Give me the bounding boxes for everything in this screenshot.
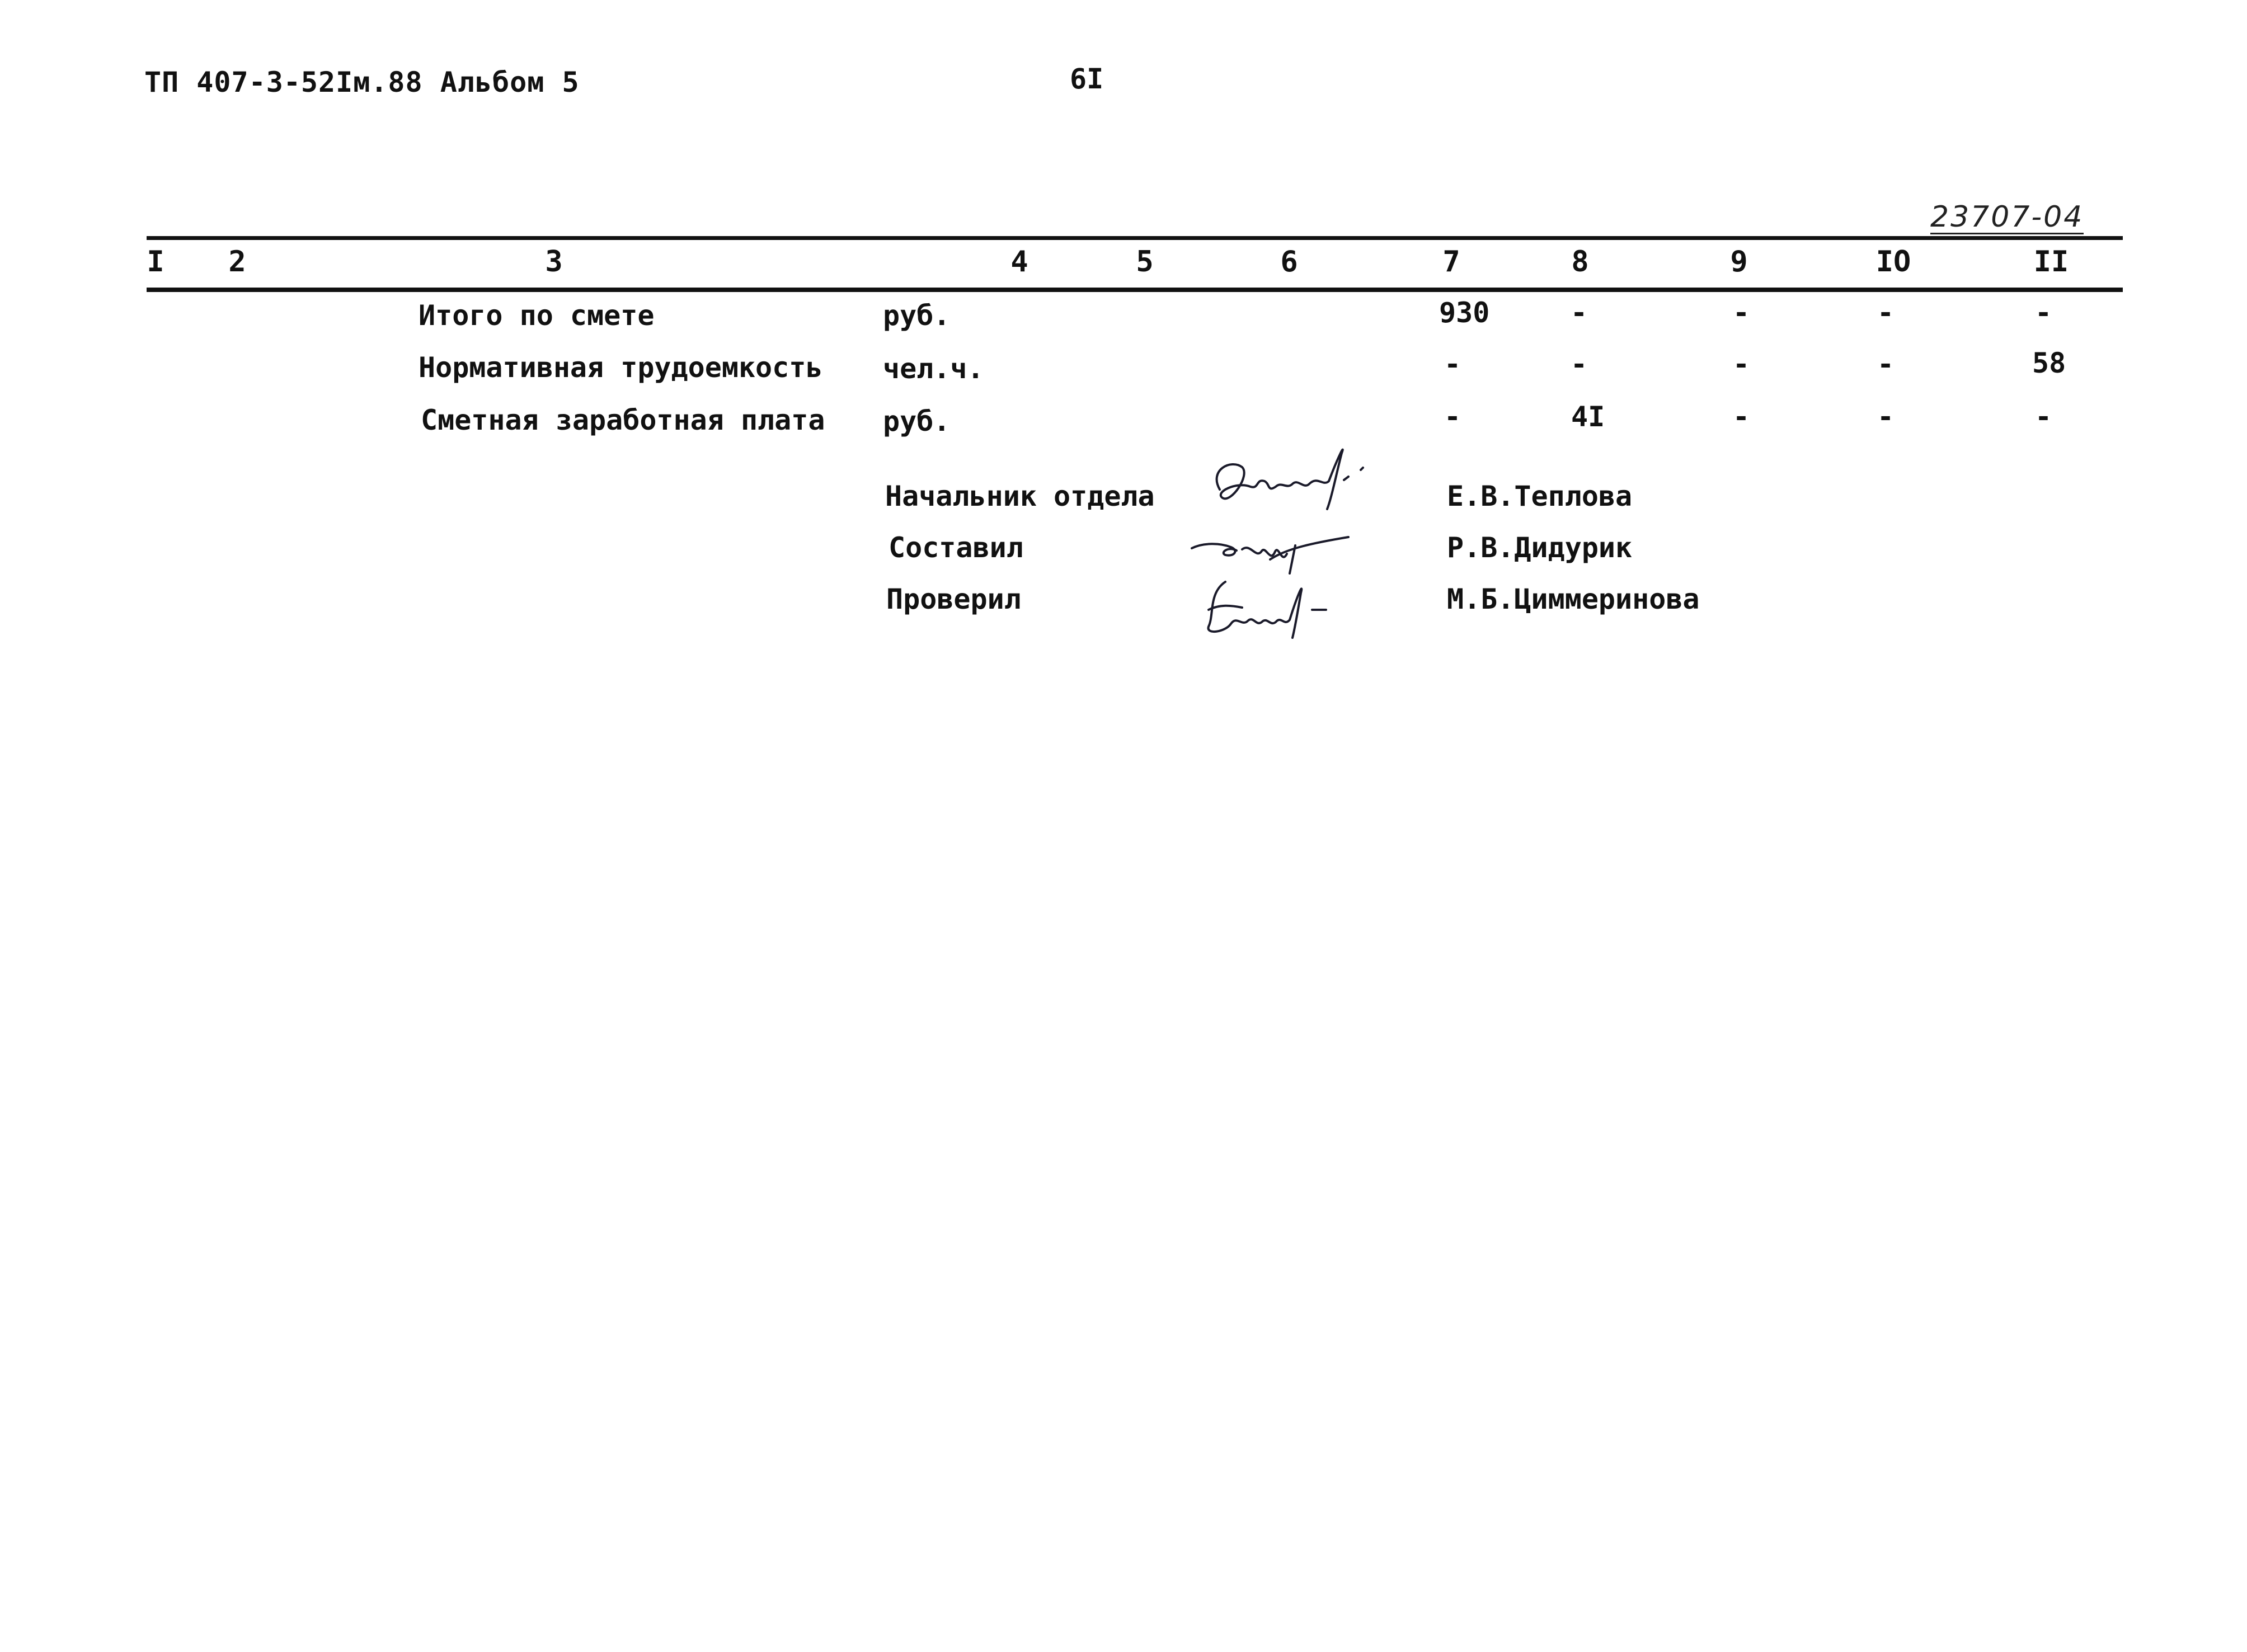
signature-scribble-head xyxy=(1197,436,1382,526)
col-number-1: I xyxy=(147,245,164,279)
row-total-unit: руб. xyxy=(883,299,951,332)
row-wages-c7: - xyxy=(1444,401,1461,433)
signature-role-head: Начальник отдела xyxy=(885,480,1155,512)
signature-role-checker: Проверил xyxy=(886,583,1021,615)
row-wages-c8: 4I xyxy=(1571,401,1605,433)
row-total-c8: - xyxy=(1570,296,1588,329)
page-number: 6I xyxy=(1070,63,1104,95)
row-labor-c10: - xyxy=(1877,348,1895,380)
table-header-rule xyxy=(147,288,2123,292)
signature-name-head: Е.В.Теплова xyxy=(1447,480,1633,512)
col-number-7: 7 xyxy=(1442,245,1460,279)
col-number-5: 5 xyxy=(1136,245,1154,279)
col-number-3: 3 xyxy=(545,245,563,279)
row-wages-c9: - xyxy=(1732,401,1750,433)
col-number-9: 9 xyxy=(1730,245,1748,279)
row-wages-name: Сметная заработная плата xyxy=(421,404,825,436)
row-total-c7: 930 xyxy=(1439,296,1490,329)
row-labor-c8: - xyxy=(1570,348,1588,380)
row-total-c11: - xyxy=(2034,296,2052,329)
row-labor-unit: чел.ч. xyxy=(883,352,984,385)
row-total-c9: - xyxy=(1732,296,1750,329)
doc-code-handwritten: 23707-04 xyxy=(1930,200,2084,234)
row-wages-c11: - xyxy=(2034,401,2052,433)
row-labor-c9: - xyxy=(1732,348,1750,380)
row-wages-c10: - xyxy=(1877,401,1895,433)
table-top-rule xyxy=(147,236,2123,240)
col-number-11: II xyxy=(2033,245,2069,279)
row-total-name: Итого по смете xyxy=(419,299,655,332)
signature-scribble-checker xyxy=(1192,571,1348,643)
row-total-c10: - xyxy=(1877,296,1895,329)
col-number-2: 2 xyxy=(228,245,246,279)
col-number-6: 6 xyxy=(1280,245,1298,279)
signature-name-checker: М.Б.Циммеринова xyxy=(1447,583,1700,615)
doc-reference: ТП 407-3-52Iм.88 Альбом 5 xyxy=(144,66,580,98)
col-number-10: IO xyxy=(1875,245,1911,279)
row-labor-c11: 58 xyxy=(2032,347,2066,379)
row-wages-unit: руб. xyxy=(883,405,951,437)
row-labor-c7: - xyxy=(1444,348,1461,380)
row-labor-name: Нормативная трудоемкость xyxy=(419,351,823,384)
signature-name-compiler: Р.В.Дидурик xyxy=(1447,531,1633,564)
col-number-8: 8 xyxy=(1571,245,1589,279)
col-number-4: 4 xyxy=(1010,245,1028,279)
signature-role-compiler: Составил xyxy=(889,531,1023,564)
